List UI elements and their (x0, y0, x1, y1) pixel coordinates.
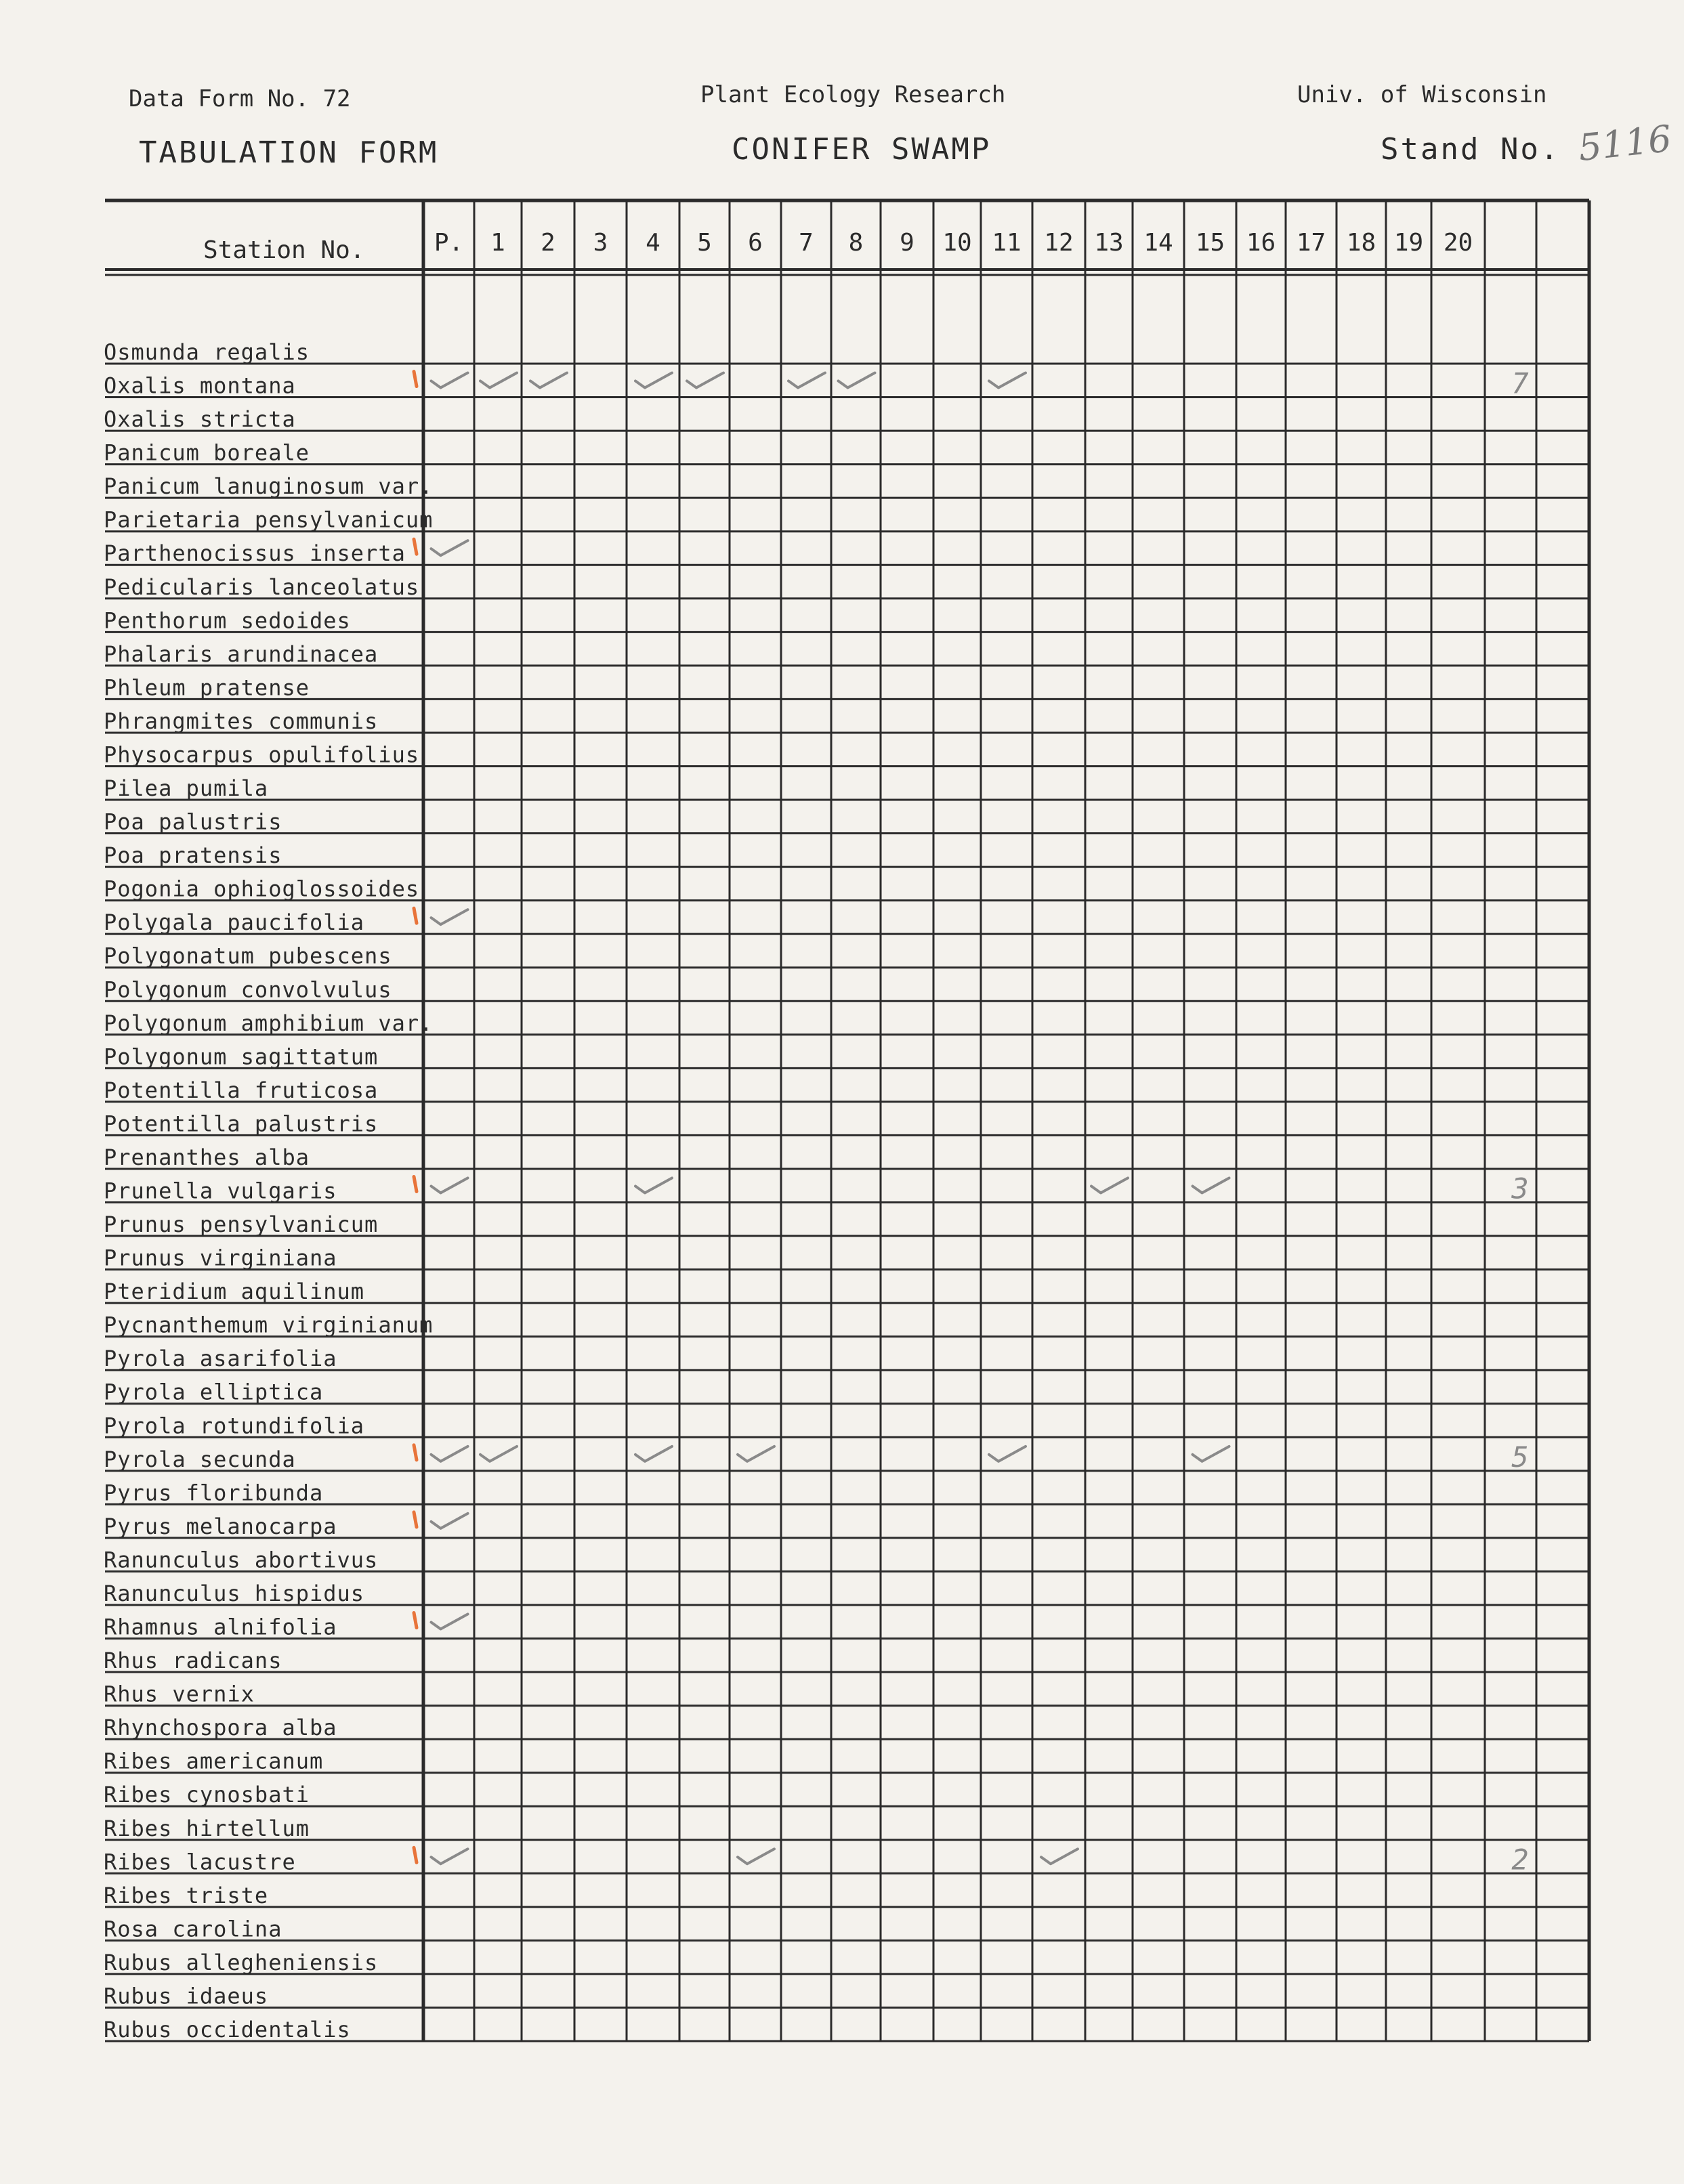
species-name: Rubus occidentalis (104, 2017, 351, 2042)
species-name: Physocarpus opulifolius (104, 742, 420, 768)
column-header-13: 13 (1094, 229, 1124, 257)
check-mark-icon (738, 1447, 774, 1461)
form-number: Data Form No. 72 (129, 85, 351, 112)
column-header-9: 9 (900, 229, 914, 257)
species-name: Ribes americanum (104, 1748, 324, 1774)
column-header-2: 2 (541, 229, 555, 257)
column-header-12: 12 (1044, 229, 1074, 257)
form-subtitle: CONIFER SWAMP (732, 132, 992, 167)
check-mark-icon (431, 1614, 468, 1629)
check-mark-icon (989, 373, 1026, 388)
check-mark-icon (687, 373, 723, 388)
stand-number-label: Stand No. (1381, 132, 1561, 167)
check-mark-icon (635, 373, 672, 388)
check-mark-icon (738, 1849, 774, 1864)
column-header-3: 3 (593, 229, 608, 257)
species-name: Phrangmites communis (104, 708, 379, 734)
check-mark-icon (431, 1849, 468, 1864)
species-name: Ribes cynosbati (104, 1782, 310, 1808)
check-mark-icon (635, 1447, 672, 1461)
species-name: Polygala paucifolia (104, 909, 365, 936)
stand-number-value: 5116 (1576, 116, 1674, 170)
orange-tally-mark (414, 1613, 417, 1628)
check-mark-icon (480, 1447, 517, 1461)
check-mark-icon (1041, 1849, 1078, 1864)
species-name: Rubus allegheniensis (104, 1949, 379, 1975)
species-total: 3 (1511, 1172, 1529, 1205)
form-title: TABULATION FORM (139, 135, 439, 170)
species-name: Poa palustris (104, 809, 282, 835)
check-mark-icon (839, 373, 875, 388)
species-name: Osmunda regalis (104, 339, 310, 365)
orange-tally-mark (414, 1512, 417, 1527)
species-name: Pycnanthemum virginianum (104, 1312, 434, 1338)
column-header-1: 1 (490, 229, 505, 257)
orange-tally-mark (414, 539, 417, 554)
species-name: Pedicularis lanceolatus (104, 574, 420, 600)
column-header-10: 10 (942, 229, 972, 257)
species-name: Pyrola secunda (104, 1446, 296, 1472)
institution-name: Univ. of Wisconsin (1297, 81, 1547, 108)
column-header-8: 8 (848, 229, 864, 257)
species-name: Pilea pumila (104, 775, 269, 802)
check-mark-icon (480, 373, 517, 388)
column-header-19: 19 (1393, 229, 1424, 257)
species-name: Ranunculus hispidus (104, 1580, 365, 1606)
orange-tally-mark (414, 1847, 417, 1862)
species-name: Rubus idaeus (104, 1983, 269, 2009)
species-name: Prunella vulgaris (104, 1178, 337, 1204)
column-header-p: P. (434, 229, 464, 257)
station-number-header: Station No. (203, 236, 365, 264)
species-name: Rhus radicans (104, 1648, 282, 1674)
species-name: Pyrus melanocarpa (104, 1513, 337, 1539)
species-name: Polygonum sagittatum (104, 1044, 379, 1070)
species-name: Polygonum convolvulus (104, 977, 392, 1003)
species-name: Pteridium aquilinum (104, 1279, 365, 1305)
species-name: Rhus vernix (104, 1681, 255, 1707)
species-name: Phalaris arundinacea (104, 641, 379, 667)
check-mark-icon (431, 373, 468, 388)
check-mark-icon (1193, 1447, 1229, 1461)
column-header-5: 5 (697, 229, 712, 257)
column-header-15: 15 (1195, 229, 1225, 257)
orange-tally-mark (414, 1177, 417, 1192)
species-name: Prunus virginiana (104, 1245, 337, 1271)
check-mark-icon (788, 373, 825, 388)
column-header-17: 17 (1296, 229, 1326, 257)
orange-tally-mark (414, 1445, 417, 1460)
check-mark-icon (989, 1447, 1026, 1461)
species-name: Pyrola asarifolia (104, 1346, 337, 1372)
check-mark-icon (431, 909, 468, 924)
species-name: Pogonia ophioglossoides (104, 876, 420, 902)
organization-name: Plant Ecology Research (700, 81, 1006, 108)
species-name: Ribes lacustre (104, 1849, 296, 1875)
species-name: Potentilla fruticosa (104, 1077, 379, 1103)
species-name: Penthorum sedoides (104, 607, 351, 634)
check-mark-icon (431, 1178, 468, 1193)
species-total: 5 (1511, 1440, 1529, 1474)
species-name: Ribes hirtellum (104, 1815, 310, 1841)
column-header-6: 6 (748, 229, 763, 257)
orange-tally-mark (414, 372, 417, 387)
check-mark-icon (431, 1514, 468, 1528)
column-header-11: 11 (992, 229, 1022, 257)
species-name: Rhamnus alnifolia (104, 1614, 337, 1640)
column-header-16: 16 (1246, 229, 1276, 257)
species-name: Parietaria pensylvanicum (104, 507, 434, 533)
species-name: Pyrus floribunda (104, 1480, 324, 1506)
column-header-14: 14 (1143, 229, 1173, 257)
check-mark-icon (1193, 1178, 1229, 1193)
species-total: 7 (1511, 366, 1529, 400)
species-name: Parthenocissus inserta (104, 540, 406, 567)
check-mark-icon (431, 1447, 468, 1461)
species-name: Phleum pratense (104, 675, 310, 701)
species-name: Rhynchospora alba (104, 1715, 337, 1741)
species-name: Poa pratensis (104, 842, 282, 869)
species-name: Panicum lanuginosum var. (104, 473, 434, 500)
species-name: Pyrola elliptica (104, 1379, 324, 1405)
orange-tally-mark (414, 908, 417, 923)
species-name: Ranunculus abortivus (104, 1547, 379, 1573)
column-header-20: 20 (1443, 229, 1473, 257)
column-header-18: 18 (1346, 229, 1376, 257)
species-name: Oxalis stricta (104, 406, 296, 433)
species-name: Panicum boreale (104, 440, 310, 466)
check-mark-icon (431, 540, 468, 555)
species-name: Polygonatum pubescens (104, 943, 392, 969)
check-mark-icon (530, 373, 567, 388)
species-name: Polygonum amphibium var. (104, 1010, 434, 1036)
species-name: Prunus pensylvanicum (104, 1212, 379, 1238)
species-name: Prenanthes alba (104, 1144, 310, 1170)
column-header-7: 7 (799, 229, 814, 257)
species-name: Rosa carolina (104, 1916, 282, 1942)
species-total: 2 (1511, 1843, 1529, 1877)
check-mark-icon (635, 1178, 672, 1193)
species-name: Pyrola rotundifolia (104, 1413, 365, 1439)
species-name: Ribes triste (104, 1882, 269, 1908)
species-name: Potentilla palustris (104, 1111, 379, 1137)
check-mark-icon (1091, 1178, 1128, 1193)
column-header-4: 4 (646, 229, 660, 257)
species-name: Oxalis montana (104, 372, 296, 399)
